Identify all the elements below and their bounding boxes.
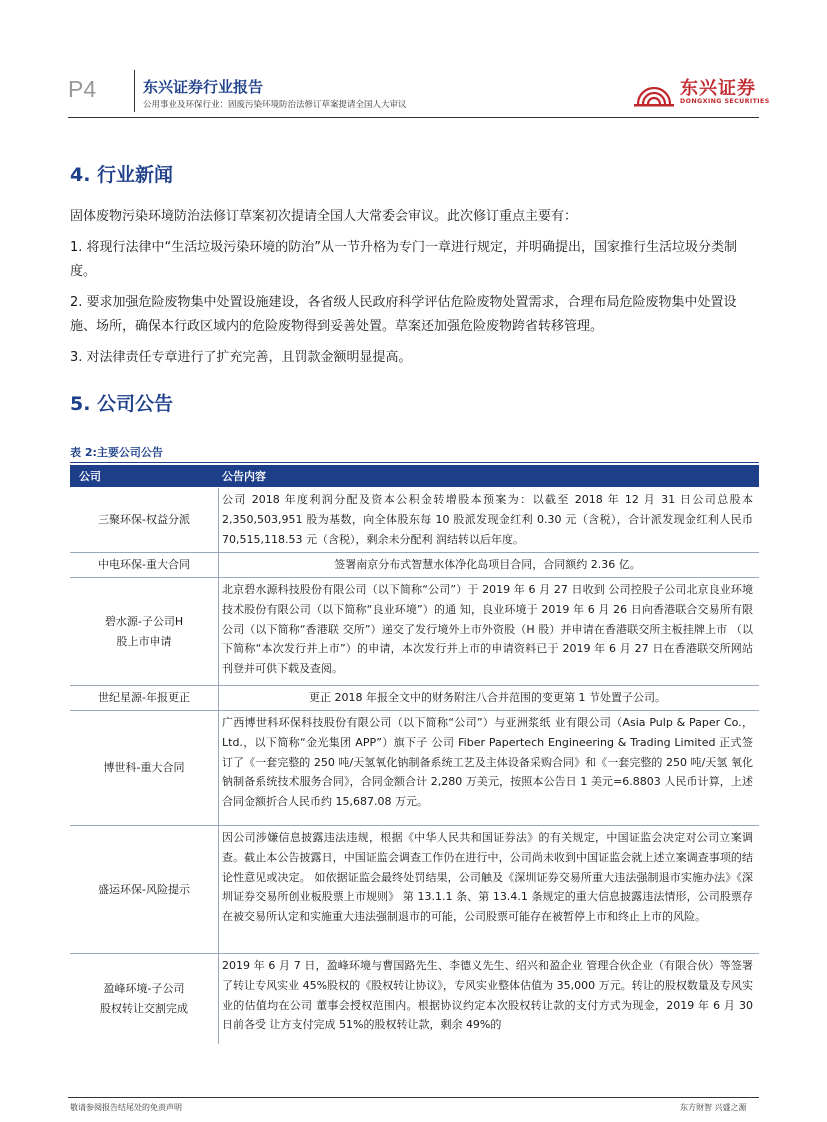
header-rule (68, 117, 759, 118)
section-heading-news: 4. 行业新闻 (70, 164, 174, 186)
row-company: 世纪星源-年报更正 (98, 691, 190, 704)
footer-disclaimer: 敬请参阅报告结尾处的免责声明 (70, 1103, 182, 1112)
table-row (70, 711, 759, 826)
table-top-rule (70, 462, 759, 463)
column-header-content: 公告内容 (222, 470, 266, 483)
footer-rule (68, 1097, 759, 1098)
table-header (70, 465, 759, 487)
row-company: 博世科-重大合同 (103, 761, 185, 774)
row-company: 盛运环保-风险提示 (98, 882, 190, 896)
row-content: 更正 2018 年报全文中的财务附注八合并范围的变更第 1 节处置子公司。 (309, 691, 666, 704)
footer-slogan: 东方财智 兴盛之源 (680, 1103, 747, 1112)
row-content: 公司 2018 年度利润分配及资本公积金转增股本预案为：以截至 2018 年 12 月 31 日公司总股本 2,350,503,951 股为基数，向全体股东每 10 股派发现金红利 0.30 元（含税），合计派发现金红利人民币 70,515,118.53 元（含税），剩余未分配利 润结转以后年度。 (222, 493, 753, 546)
news-item: 1. 将现行法律中“生活垃圾污染环境的防治”从一节升格为专门一章进行规定，并明确提出，国家推行生活垃圾分类制度。 (70, 240, 738, 279)
row-content: 因公司涉嫌信息披露违法违规，根据《中华人民共和国证券法》的有关规定，中国证监会决定对公司立案调查。截止本公告披露日，中国证监会调查工作仍在进行中，公司尚未收到中国证监会就上述立案调查事项的结论性意见或决定。 如依据证监会最终处罚结果，公司触及《深圳证券交易所重大违法强制退市实施办法》《深圳证券交易所创业板股票上市规则》 第 13.1.1 条、第 13.4.1 条规定的重大信息披露违法情形，公司股票存在被交易所认定和实施重大违法强制退市的可能，公司股票可能存在被暂停上市和终止上市的风险。 (222, 831, 753, 924)
row-content: 广西博世科环保科技股份有限公司（以下简称“公司”）与亚洲浆纸 业有限公司（Asia Pulp & Paper Co.，Ltd.，以下简称“金光集团 APP”）旗下子 公司 Fiber Papertech Engineering & Trading Limited 正式签订了《一套完整的 250 吨/天氢氧化钠制备系统工艺及主体设备采购合同》和《一套完整的 250 吨/天氢 氧化钠制备系统技术服务合同》，合同金额合计 2,280 万美元，按照本公告日 1 美元=6.8803 人民币计算，上述合同金额折合人民币约 15,687.08 万元。 (222, 716, 753, 809)
news-item: 2. 要求加强危险废物集中处置设施建设，各省级人民政府科学评估危险废物处置需求，合理布局危险废物集中处置设施、场所，确保本行政区域内的危险废物得到妥善处置。草案还加强危险废物跨省转移管理。 (70, 295, 737, 334)
column-divider (218, 578, 219, 685)
row-content: 北京碧水源科技股份有限公司（以下简称“公司”）于 2019 年 6 月 27 日收到 公司控股子公司北京良业环境技术股份有限公司（以下简称“良业环境”）的通 知，良业环境于 2019 年 6 月 26 日向香港联合交易所有限公司（以下简称“香港联 交所”）递交了发行境外上市外资股（H 股）并申请在香港联交所主板挂牌上市 （以下简称“本次发行并上市”）的申请，本次发行并上市的申请资料已于 2019 年 6 月 27 日在香港联交所网站刊登并可供下载及查阅。 (222, 583, 753, 676)
row-content: 签署南京分布式智慧水体净化岛项目合同，合同额约 2.36 亿。 (334, 558, 641, 571)
table-row (70, 578, 759, 686)
report-brand-title: 东兴证券行业报告 (143, 78, 264, 96)
row-company: 盈峰环境-子公司股权转让交割完成 (100, 982, 188, 1015)
column-divider (218, 553, 219, 577)
table-title: 表 2:主要公司公告 (70, 446, 163, 459)
header-divider (134, 70, 135, 112)
logo-text-cn: 东兴证券 (680, 78, 756, 99)
column-header-company: 公司 (79, 470, 101, 483)
row-company: 三聚环保-权益分派 (98, 513, 190, 526)
column-divider (218, 954, 219, 1044)
column-divider (218, 711, 219, 825)
column-divider (218, 686, 219, 710)
news-item: 3. 对法律责任专章进行了扩充完善，且罚款金额明显提高。 (70, 350, 412, 365)
table-row (70, 553, 759, 578)
report-subtitle: 公用事业及环保行业：固废污染环境防治法修订草案提请全国人大审议 (143, 100, 407, 110)
row-content: 2019 年 6 月 7 日，盈峰环境与曹国路先生、李德义先生、绍兴和盈企业 管理合伙企业（有限合伙）等签署了转让专风实业 45%股权的《股权转让协议》，专风实业整体估值为 35,000 万元。转让的股权数量及专风实业的估值均在公司 董事会授权范围内。根据协议约定本次股权转让款的支付方式为现金，2019 年 6 月 30 日前各受 让方支付完成 51%的股权转让款，剩余 49%的 (222, 959, 753, 1032)
table-row (70, 686, 759, 711)
table-row (70, 954, 759, 1044)
section-heading-announcements: 5. 公司公告 (70, 393, 174, 415)
news-intro: 固体废物污染环境防治法修订草案初次提请全国人大常委会审议。此次修订重点主要有： (70, 209, 578, 224)
column-divider (218, 826, 219, 953)
logo-text-en: DONGXING SECURITIES (680, 98, 770, 105)
page-number: P4 (68, 76, 97, 102)
row-company: 碧水源-子公司H股上市申请 (104, 614, 184, 648)
column-divider (218, 488, 219, 552)
table-row (70, 826, 759, 954)
table-row (70, 488, 759, 553)
row-company: 中电环保-重大合同 (98, 558, 190, 571)
